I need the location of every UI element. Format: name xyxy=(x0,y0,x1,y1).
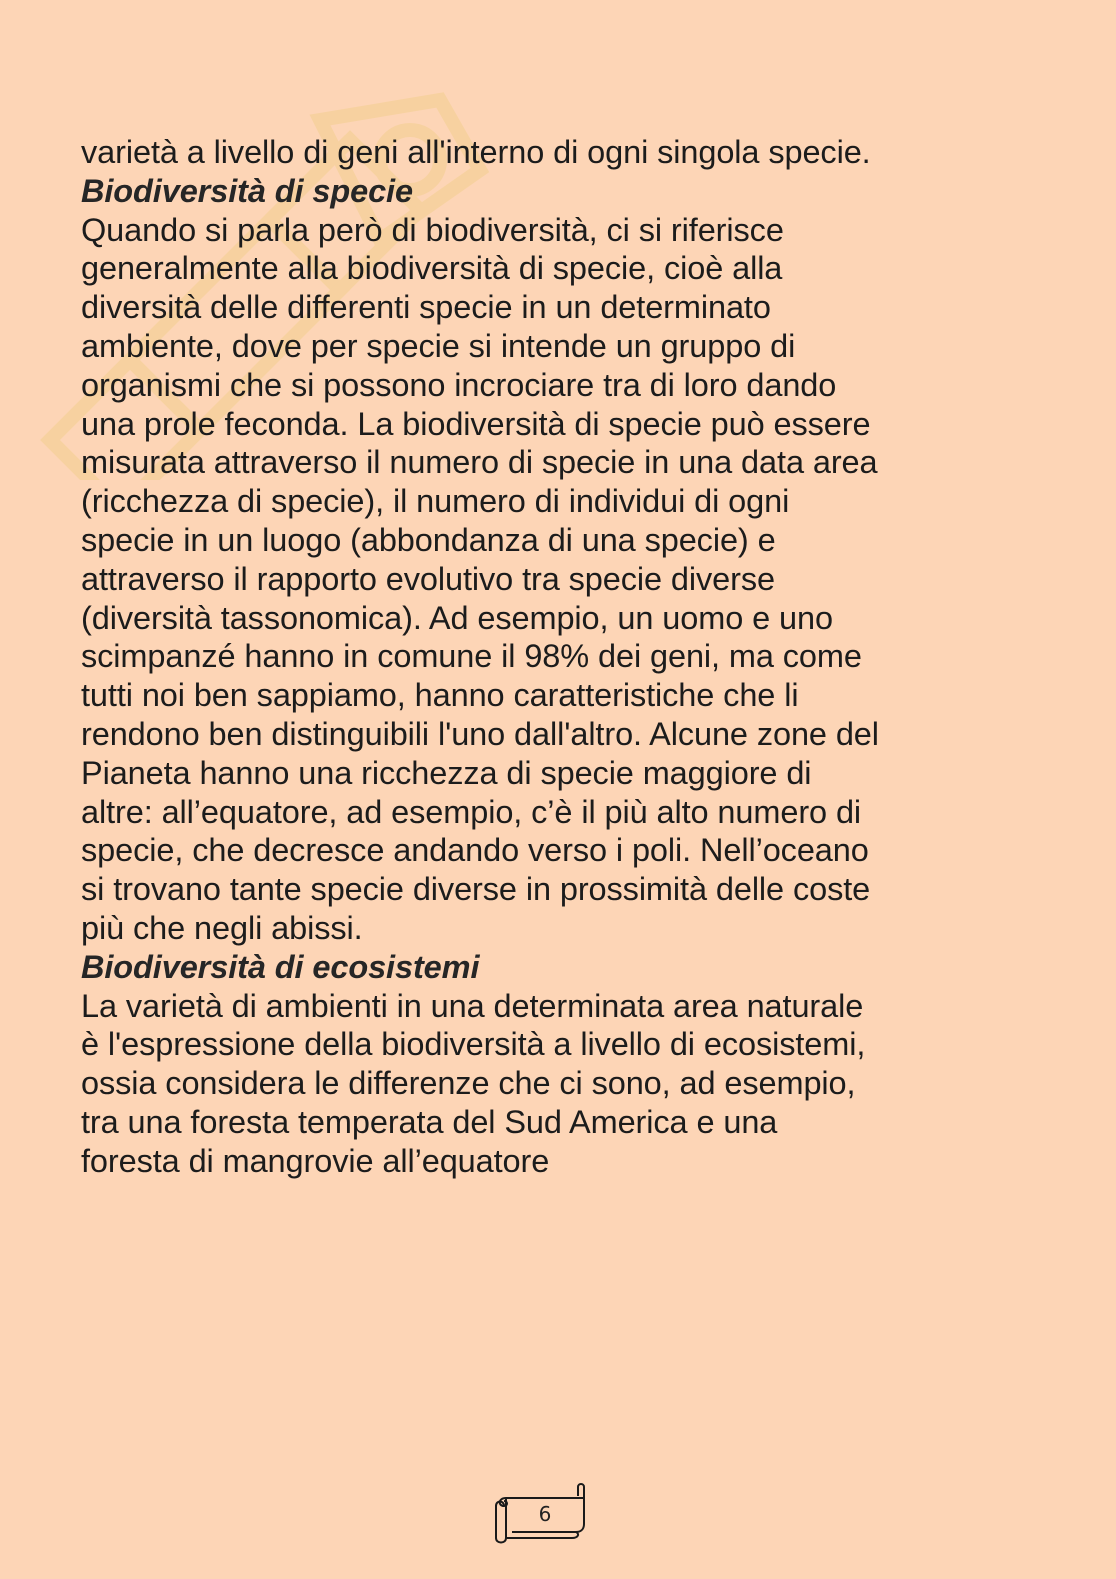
paragraph-line: Quando si parla però di biodiversità, ci si riferisce xyxy=(81,211,784,248)
paragraph-line: attraverso il rapporto evolutivo tra specie diverse xyxy=(81,560,775,597)
paragraph-line: Pianeta hanno una ricchezza di specie maggiore di xyxy=(81,754,812,791)
paragraph-line: si trovano tante specie diverse in prossimità delle coste xyxy=(81,871,871,908)
document-body xyxy=(81,133,1081,1181)
paragraph-line: La varietà di ambienti in una determinata area naturale xyxy=(81,987,864,1024)
paragraph-line: è l'espressione della biodiversità a livello di ecosistemi, xyxy=(81,1026,866,1063)
paragraph-line: diversità delle differenti specie in un determinato xyxy=(81,289,771,326)
paragraph-line: specie in un luogo (abbondanza di una specie) e xyxy=(81,521,776,558)
paragraph-line: foresta di mangrovie all’equatore xyxy=(81,1142,550,1179)
paragraph-line: scimpanzé hanno in comune il 98% dei geni, ma come xyxy=(81,638,862,675)
paragraph-line: altre: all’equatore, ad esempio, c’è il più alto numero di xyxy=(81,793,862,830)
section-heading: Biodiversità di specie xyxy=(81,172,413,209)
paragraph-line: varietà a livello di geni all'interno di ogni singola specie. xyxy=(81,134,871,170)
paragraph-line: ossia considera le differenze che ci sono, ad esempio, xyxy=(81,1065,856,1102)
paragraph-line: rendono ben distinguibili l'uno dall'altro. Alcune zone del xyxy=(81,715,879,752)
paragraph-line: tutti noi ben sappiamo, hanno caratteristiche che li xyxy=(81,677,799,714)
paragraph-line: generalmente alla biodiversità di specie, cioè alla xyxy=(81,250,783,287)
paragraph-line: ambiente, dove per specie si intende un gruppo di xyxy=(81,327,796,364)
page-number: 6 xyxy=(538,1502,552,1526)
paragraph-line: (ricchezza di specie), il numero di individui di ogni xyxy=(81,483,790,520)
paragraph-line: tra una foresta temperata del Sud America e una xyxy=(81,1103,778,1140)
paragraph-line: (diversità tassonomica). Ad esempio, un uomo e uno xyxy=(81,599,833,636)
page-number-badge xyxy=(492,1482,594,1546)
section-heading: Biodiversità di ecosistemi xyxy=(81,948,480,985)
paragraph-line: organismi che si possono incrociare tra di loro dando xyxy=(81,366,837,403)
paragraph-line: misurata attraverso il numero di specie in una data area xyxy=(81,444,878,481)
paragraph-line: più che negli abissi. xyxy=(81,909,363,946)
paragraph-line: specie, che decresce andando verso i poli. Nell’oceano xyxy=(81,832,869,869)
paragraph-line: una prole feconda. La biodiversità di specie può essere xyxy=(81,405,871,442)
